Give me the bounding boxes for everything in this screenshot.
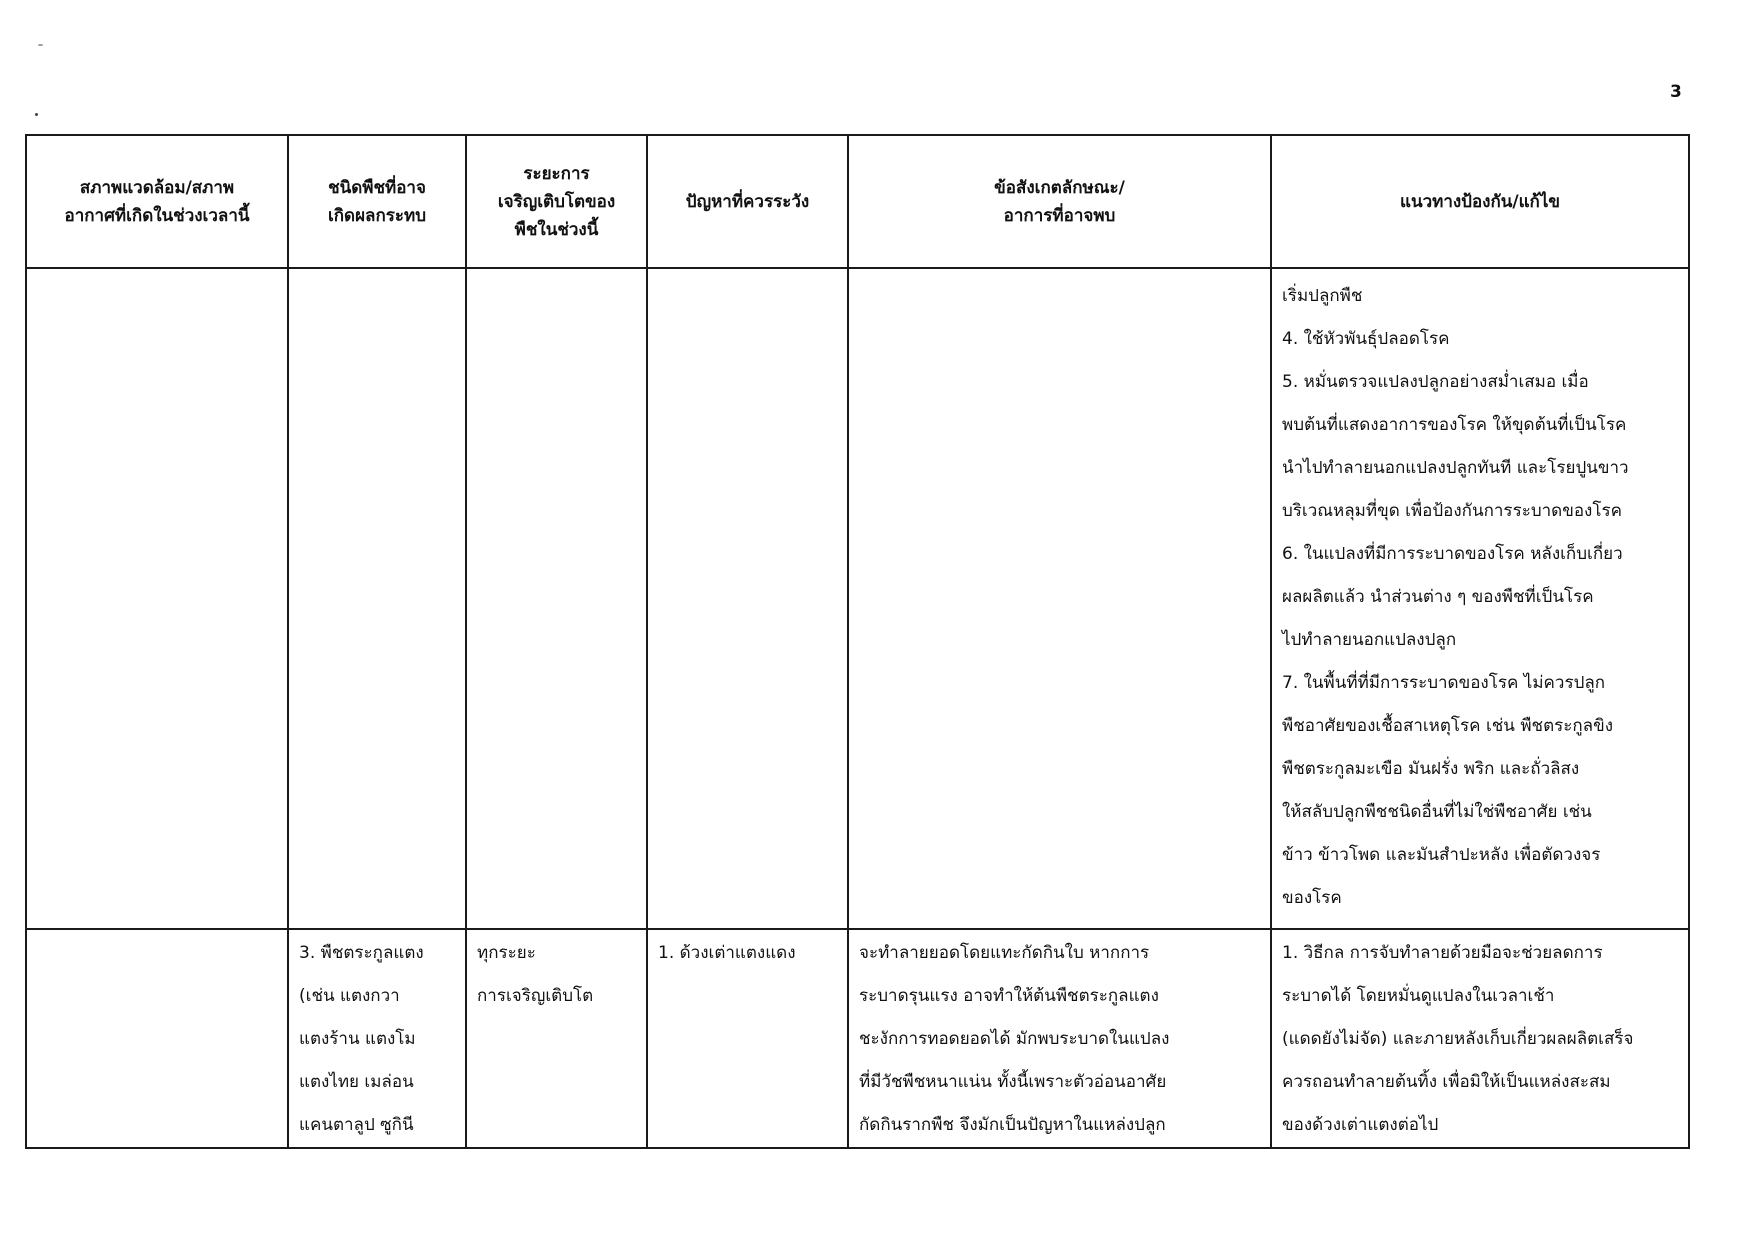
header-affected-crops: ชนิดพืชที่อาจ เกิดผลกระทบ — [288, 135, 466, 268]
header-prevention: แนวทางป้องกัน/แก้ไข — [1271, 135, 1689, 268]
header-growth-stage: ระยะการ เจริญเติบโตของ พืชในช่วงนี้ — [466, 135, 647, 268]
cell-symptoms — [848, 268, 1271, 929]
cell-stage: ทุกระยะ การเจริญเติบโต — [466, 929, 647, 1148]
header-problems: ปัญหาที่ควรระวัง — [647, 135, 848, 268]
table-row — [26, 268, 1689, 929]
cell-crop: 3. พืชตระกูลแตง (เช่น แตงกวา แตงร้าน แตงโม แตงไทย เมล่อน แคนตาลูป ซูกินี — [288, 929, 466, 1148]
cell-problem: 1. ด้วงเต่าแตงแดง — [647, 929, 848, 1148]
page-number: 3 — [1670, 82, 1682, 102]
cell-prevention: เริ่มปลูกพืช 4. ใช้หัวพันธุ์ปลอดโรค 5. หมั่นตรวจแปลงปลูกอย่างสม่ำเสมอ เมื่อ พบต้นที่แสดงอาการของโรค ให้ขุดต้นที่เป็นโรค นำไปทำลายนอกแปลงปลูกทันที และโรยปูนขาว บริเวณหลุมที่ขุด เพื่อป้องกันการระบาดของโรค 6. ในแปลงที่มีการระบาดของโรค หลังเก็บเกี่ยว ผลผลิตแล้ว นำส่วนต่าง ๆ ของพืชที่เป็นโรค ไปทำลายนอกแปลงปลูก 7. ในพื้นที่ที่มีการระบาดของโรค ไม่ควรปลูก พืชอาศัยของเชื้อสาเหตุโรค เช่น พืชตระกูลขิง พืชตระกูลมะเขือ มันฝรั่ง พริก และถั่วลิสง ให้สลับปลูกพืชชนิดอื่นที่ไม่ใช่พืชอาศัย เช่น ข้าว ข้าวโพด และมันสำปะหลัง เพื่อตัดวงจร ของโรค — [1271, 268, 1689, 929]
header-symptoms: ข้อสังเกตลักษณะ/ อาการที่อาจพบ — [848, 135, 1271, 268]
scan-speck — [38, 44, 43, 46]
cell-environment — [26, 929, 288, 1148]
scan-speck — [35, 113, 38, 116]
table-row — [26, 929, 1689, 1148]
cell-symptoms: จะทำลายยอดโดยแทะกัดกินใบ หากการ ระบาดรุนแรง อาจทำให้ต้นพืชตระกูลแตง ชะงักการทอดยอดได้ มักพบระบาดในแปลง ที่มีวัชพืชหนาแน่น ทั้งนี้เพราะตัวอ่อนอาศัย กัดกินรากพืช จึงมักเป็นปัญหาในแหล่งปลูก — [848, 929, 1271, 1148]
cell-environment — [26, 268, 288, 929]
guidance-table — [25, 134, 1690, 1149]
cell-problem — [647, 268, 848, 929]
header-row — [26, 135, 1689, 268]
cell-stage — [466, 268, 647, 929]
cell-prevention: 1. วิธีกล การจับทำลายด้วยมือจะช่วยลดการ ระบาดได้ โดยหมั่นดูแปลงในเวลาเช้า (แดดยังไม่จัด) และภายหลังเก็บเกี่ยวผลผลิตเสร็จ ควรถอนทำลายต้นทิ้ง เพื่อมิให้เป็นแหล่งสะสม ของด้วงเต่าแตงต่อไป — [1271, 929, 1689, 1148]
cell-crop — [288, 268, 466, 929]
header-environment: สภาพแวดล้อม/สภาพ อากาศที่เกิดในช่วงเวลานี้ — [26, 135, 288, 268]
